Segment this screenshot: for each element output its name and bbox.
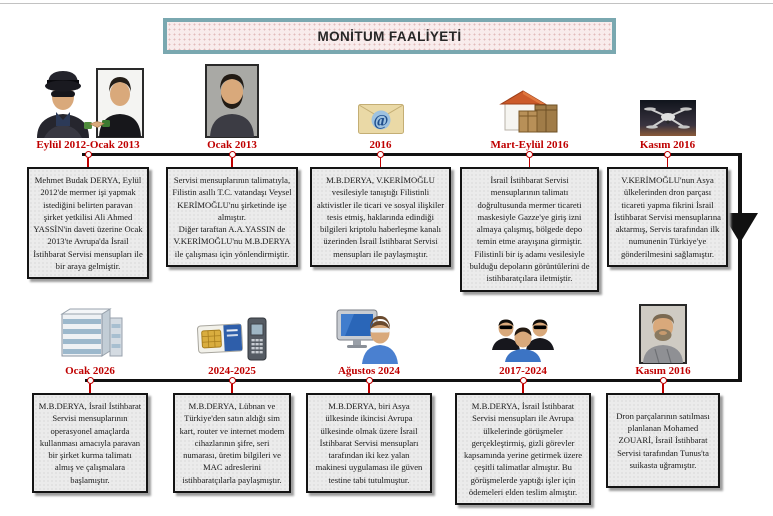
timeline-event xyxy=(166,64,298,267)
timeline-event xyxy=(455,300,591,505)
timeline-marker xyxy=(27,153,149,167)
handshake-icon xyxy=(84,116,110,132)
timeline-event xyxy=(310,64,451,267)
marker-dot xyxy=(366,377,373,384)
marker-dot xyxy=(87,377,94,384)
timeline-event xyxy=(606,300,720,488)
marker-dot xyxy=(520,377,527,384)
office-building-icon xyxy=(54,308,126,358)
timeline-event xyxy=(306,300,432,493)
event-description: M.B.DERYA, İsrail İstihbarat Servisi mensuplarının operasyonel amaçlarda kullanması amacıyla paravan bir şirket kurma talimatı almış ve çalışmalara başlamıştır. xyxy=(32,393,148,493)
marker-stem xyxy=(522,384,524,393)
marker-dot xyxy=(229,151,236,158)
event-date: Ocak 2026 xyxy=(65,365,115,377)
timeline-event xyxy=(27,64,149,279)
event-description: M.B.DERYA, V.KERİMOĞLU vesilesiyle tanıştığı Filistinli aktivistler ile ticari ve sosyal ilişkiler tesis etmiş, haklarında edindiği bilgileri kriptolu haberleşme kanalı üzerinden İsrail İstihbarat Servisi mensupları ile paylaşmıştır. xyxy=(310,167,451,267)
timeline-marker xyxy=(606,379,720,393)
event-description: M.B.DERYA, İsrail İstihbarat Servisi mensupları ile Avrupa ülkelerinde görüşmeler gerçekleştirmiş, gizli görevler kapsamında yerine getirmek üzere çeşitli talimatlar almıştır. Bu görüşmelerde yaptığı işler için ödemeleri elden teslim almıştır. xyxy=(455,393,591,505)
marker-stem xyxy=(662,384,664,393)
marker-stem xyxy=(380,158,382,167)
event-icons xyxy=(173,300,291,364)
portrait-photo xyxy=(205,64,259,138)
timeline-marker xyxy=(166,153,298,167)
timeline-marker xyxy=(460,153,599,167)
timeline-marker xyxy=(32,379,148,393)
timeline-event xyxy=(607,64,728,267)
spy-icon xyxy=(32,68,94,138)
timeline-marker xyxy=(310,153,451,167)
email-envelope-icon xyxy=(358,104,404,134)
event-date: 2016 xyxy=(369,139,392,151)
event-icons xyxy=(32,300,148,364)
timeline-marker xyxy=(455,379,591,393)
portrait-photo xyxy=(639,304,687,364)
event-icons xyxy=(455,300,591,364)
timeline-marker xyxy=(306,379,432,393)
marker-stem xyxy=(231,158,233,167)
event-description: Dron parçalarının satılması planlanan Mohamed ZOUARİ, İsrail İstihbarat Servisi tarafından Tunus'ta suikasta uğramıştır. xyxy=(606,393,720,488)
event-description: M.B.DERYA, Lübnan ve Türkiye'den satın aldığı sim kart, router ve internet modem cihazlarının şifre, seri numarası, üretim bilgileri ve MAC adreslerini istihbaratçılarla paylaşmıştır. xyxy=(173,393,291,493)
event-date: Eylül 2012-Ocak 2013 xyxy=(36,139,140,151)
agents-group-icon xyxy=(490,316,556,362)
event-description: M.B.DERYA, biri Asya ülkesinde ikincisi Avrupa ülkesinde olmak üzere İsrail İstihbarat Servisi mensupları tarafından iki kez yalan makinesi uygulaması ile güven testine tabi tutulmuştur. xyxy=(306,393,432,493)
sim-card-icon xyxy=(196,316,268,362)
event-icons xyxy=(607,64,728,138)
event-icons xyxy=(27,64,149,138)
event-description: Mehmet Budak DERYA, Eylül 2012'de mermer işi yapmak istediğini belirten paravan şirket yetkilisi Ali Ahmed YASSİN'in daveti üzerine Ocak 2013'te Avrupa'da İsrail İstihbarat Servisi mensupları ile bir araya gelmiştir. xyxy=(27,167,149,279)
marker-stem xyxy=(368,384,370,393)
marker-dot xyxy=(660,377,667,384)
marker-dot xyxy=(229,377,236,384)
marker-dot xyxy=(85,151,92,158)
drone-photo xyxy=(640,100,696,136)
timeline-connector-line xyxy=(738,153,742,382)
event-date: 2017-2024 xyxy=(499,365,547,377)
event-date: Ocak 2013 xyxy=(207,139,257,151)
event-description: İsrail İstihbarat Servisi mensuplarının talimatı doğrultusunda mermer ticareti maskesiyle Gazze'ye giriş izni almaya çalışmış, bölgede depo temin etme arayışına girmiştir. Filistinli bir iş adamı vesilesiyle bulduğu depoların görüntülerini de istihbaratçılara iletmiştir. xyxy=(460,167,599,292)
timeline-marker xyxy=(173,379,291,393)
timeline-event xyxy=(32,300,148,493)
event-icons xyxy=(606,300,720,364)
event-date: Ağustos 2024 xyxy=(337,365,401,377)
event-icons xyxy=(166,64,298,138)
event-description: V.KERİMOĞLU'nun Asya ülkelerinden dron parçası ticareti yapma fikrini İsrail İstihbarat Servisi mensuplarına aktarmış, Servis tarafından ilk numunenin Türkiye'ye gönderilmesini sağlamıştır. xyxy=(607,167,728,267)
timeline-event xyxy=(173,300,291,493)
event-icons xyxy=(310,64,451,138)
page-top-border xyxy=(0,3,773,4)
marker-dot xyxy=(664,151,671,158)
mobile-phone-icon xyxy=(248,318,266,360)
marker-stem xyxy=(87,158,89,167)
event-date: 2024-2025 xyxy=(208,365,256,377)
event-date: Mart-Eylül 2016 xyxy=(490,139,569,151)
marker-stem xyxy=(529,158,531,167)
marker-stem xyxy=(231,384,233,393)
timeline-event xyxy=(460,64,599,292)
marker-stem xyxy=(667,158,669,167)
event-date: Kasım 2016 xyxy=(635,365,691,377)
warehouse-boxes-icon xyxy=(499,88,561,136)
event-date: Kasım 2016 xyxy=(639,139,696,151)
marker-dot xyxy=(526,151,533,158)
event-icons xyxy=(460,64,599,138)
marker-dot xyxy=(377,151,384,158)
event-description: Servisi mensuplarının talimatıyla, Filistin asıllı T.C. vatandaşı Veysel KERİMOĞLU'nu şirketinde işe almıştır. Diğer taraftan A.A.YASSIN de V.KERİMOĞLU'nu M.B.DERYA ile çalışması için yönlendirmiştir. xyxy=(166,167,298,267)
marker-stem xyxy=(89,384,91,393)
timeline-marker xyxy=(607,153,728,167)
polygraph-test-icon xyxy=(335,308,403,364)
event-icons xyxy=(306,300,432,364)
diagram-title: MONİTUM FAALİYETİ xyxy=(163,18,616,54)
svg-text:@: @ xyxy=(373,112,388,130)
